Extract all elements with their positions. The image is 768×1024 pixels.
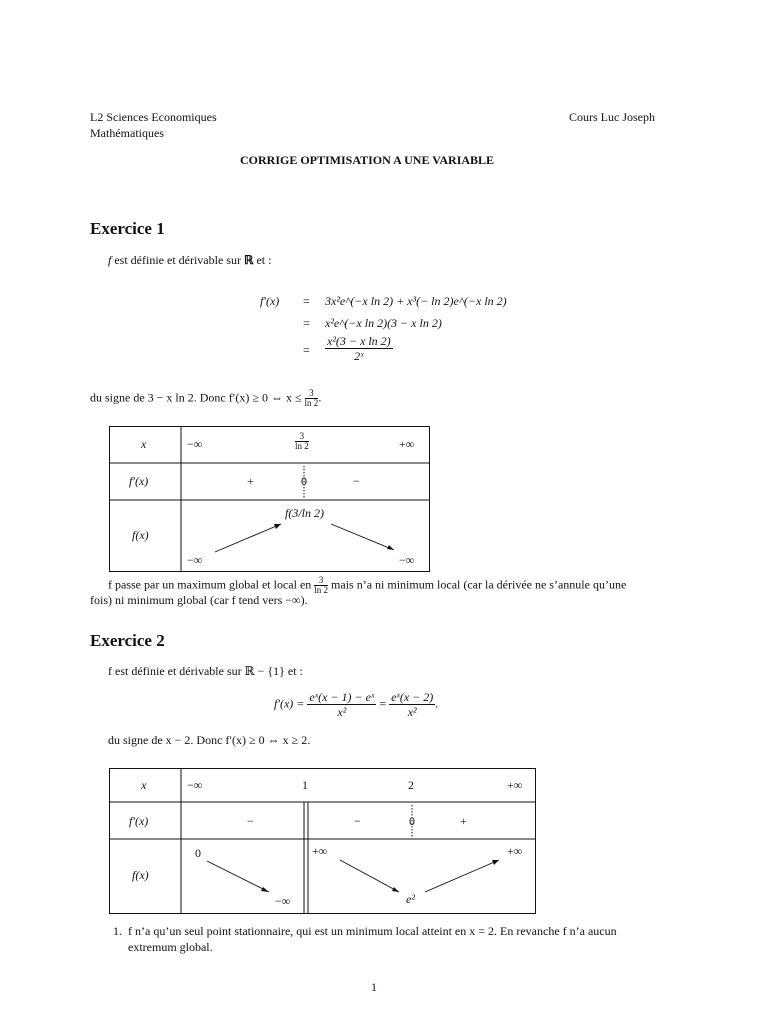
ex1-intro: f est définie et dérivable sur ℝ et : xyxy=(108,253,272,267)
t1-sign-plus: + xyxy=(247,474,254,488)
t1-f-right: −∞ xyxy=(399,553,415,567)
ex1-eq-sign-1: = xyxy=(303,294,310,308)
t1-sign-zero: 0 xyxy=(301,474,307,488)
t2-x-two: 2 xyxy=(408,778,414,792)
ex1-variation-table xyxy=(109,426,430,572)
ex1-eq-sign-3: = xyxy=(303,343,310,357)
t1-f-left: −∞ xyxy=(187,553,203,567)
ex2-item-number: 1. xyxy=(113,924,122,938)
ex2-variation-table xyxy=(109,768,536,914)
t2-row-f: f(x) xyxy=(132,868,149,882)
t2-f-minus-inf: −∞ xyxy=(275,894,291,908)
t2-minus-inf: −∞ xyxy=(187,778,203,792)
ex2-item-line-2: extremum global. xyxy=(128,940,213,954)
t1-f-max: f(3/ln 2) xyxy=(285,506,324,520)
ex1-eq-line-1: 3x²e^(−x ln 2) + x³(− ln 2)e^(−x ln 2) xyxy=(325,294,507,308)
t2-x-one: 1 xyxy=(302,778,308,792)
ex2-sign-statement: du signe de x − 2. Donc f′(x) ≥ 0 ⇔ x ≥ 2. xyxy=(108,733,311,747)
ex2-derivative: f′(x) = $\frac{\text{eˣ(x − 1) − eˣ}}{\text{x²}}$ = $\frac{\text{eˣ(x − 2)}}{\text{x²}}$ . xyxy=(274,690,439,719)
t2-sign-minus-2: − xyxy=(354,814,361,828)
t1-row-fprime: f′(x) xyxy=(129,474,149,488)
t2-sign-zero: 0 xyxy=(409,814,415,828)
ex2-item-line-1: f n’a qu’un seul point stationnaire, qui est un minimum local atteint en x = 2. En revanche f n’a aucun xyxy=(128,924,617,938)
t2-row-x: x xyxy=(141,778,147,792)
t2-f-e2: e² xyxy=(406,892,415,906)
ex1-eq-lhs: f′(x) xyxy=(260,294,280,308)
exercise-1-heading: Exercice 1 xyxy=(90,219,165,238)
t1-sign-minus: − xyxy=(353,474,360,488)
ex2-intro: f est définie et dérivable sur ℝ − {1} et : xyxy=(108,664,303,678)
t1-plus-inf: +∞ xyxy=(399,437,415,451)
t2-sign-minus-1: − xyxy=(247,814,254,828)
t2-plus-inf: +∞ xyxy=(507,778,523,792)
t2-sign-plus: + xyxy=(460,814,467,828)
ex1-eq-line-3: $\frac{\text{x²(3 − x ln 2)}}{\text{2ˣ}}$ xyxy=(327,334,391,363)
t2-f-zero: 0 xyxy=(195,846,201,860)
page-number: 1 xyxy=(371,980,377,994)
t1-minus-inf: −∞ xyxy=(187,437,203,451)
ex1-conclusion-line-2: fois) ni minimum global (car f tend vers −∞). xyxy=(90,593,308,607)
ex1-sign-statement: du signe de 3 − x ln 2. Donc f′(x) ≥ 0 ⇔ x ≤ $\frac{3}{\ln 2}$ . xyxy=(90,388,322,408)
author-label: Cours Luc Joseph xyxy=(569,110,655,124)
t2-f-plus-inf-left: +∞ xyxy=(312,844,328,858)
t2-row-fprime: f′(x) xyxy=(129,814,149,828)
ex1-conclusion-line-1: f passe par un maximum global et local en $\frac{3}{\ln 2}$ mais n’a ni minimum local (car la dérivée ne s’annule qu’une xyxy=(108,575,627,595)
ex1-eq-line-2: x²e^(−x ln 2)(3 − x ln 2) xyxy=(325,316,442,330)
course-label: L2 Sciences Economiques xyxy=(90,110,217,124)
t1-row-x: x xyxy=(141,437,147,451)
t2-f-plus-inf-right: +∞ xyxy=(507,844,523,858)
exercise-2-heading: Exercice 2 xyxy=(90,631,165,650)
ex1-eq-sign-2: = xyxy=(303,316,310,330)
t1-critical-point: $\frac{3}{\ln 2}$ xyxy=(295,431,309,451)
page-title: CORRIGE OPTIMISATION A UNE VARIABLE xyxy=(240,153,495,167)
t1-row-f: f(x) xyxy=(132,528,149,542)
subject-label: Mathématiques xyxy=(90,126,164,140)
